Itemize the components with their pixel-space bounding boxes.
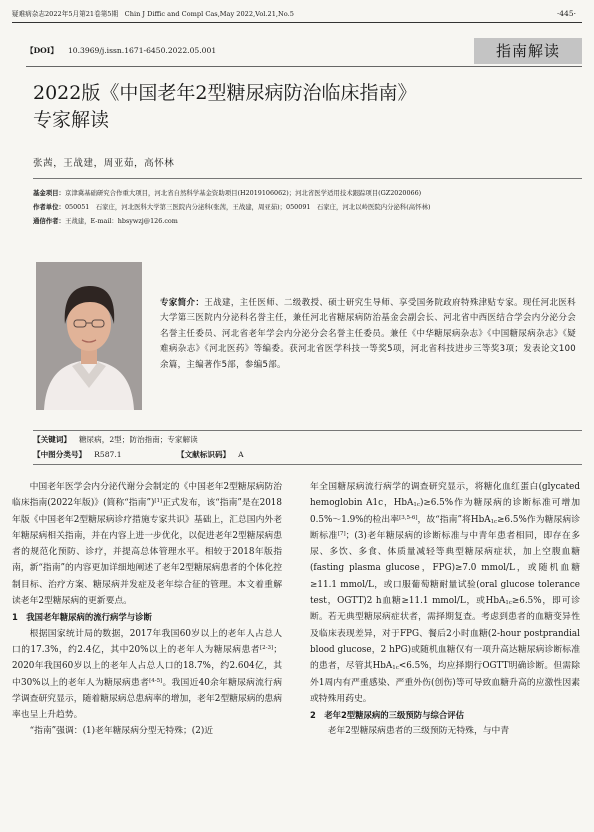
title-line-1: 2022版《中国老年2型糖尿病防治临床指南》 bbox=[33, 82, 417, 104]
author-bio bbox=[160, 296, 576, 373]
classification-value: R587.1 bbox=[94, 450, 122, 459]
bio-text: 王战建，主任医师、二级教授、硕士研究生导师、享受国务院政府特殊津贴专家。现任河北医科大学第三医院内分泌科名誉主任，兼任河北省糖尿病防治基金会副会长、河北省中西医结合学会内分泌分会名誉主任委员、河北省老年学会内分泌分会名誉主任委员。兼任《中华糖尿病杂志》《中国糖尿病杂志》《疑难病杂志》《河北医药》等编委。获河北省医学科技一等奖5项，河北省科技进步三等奖3项；发表论文100余篇，主编著作5部，参编5部。 bbox=[160, 298, 576, 370]
author-rule bbox=[33, 178, 582, 179]
doi-row bbox=[26, 44, 216, 58]
doi-rule bbox=[26, 66, 582, 67]
contact-text[interactable]: 王战建，E-mail：hbsywzj@126.com bbox=[64, 217, 178, 225]
doi-label: 【DOI】 bbox=[26, 46, 58, 55]
funding-line bbox=[33, 188, 582, 199]
affiliation-text: 050051 石家庄，河北医科大学第三医院内分泌科(张茜，王战建，周亚茹)；050091 石家庄，河北以岭医院内分泌科(高怀林) bbox=[64, 203, 431, 211]
keywords-rule-top bbox=[33, 430, 582, 431]
section-heading-2: 2 老年2型糖尿病的三级预防与综合评估 bbox=[310, 710, 465, 721]
classification-label: 【中图分类号】 bbox=[33, 450, 87, 459]
paragraph-epidemiology: 根据国家统计局的数据，2017年我国60岁以上的老年人占总人口的17.3%，约2.4亿，其中20%以上的老年人为糖尿病患者[2-3]；2020年我国60岁以上的老年人占总人口的18.7%，约2.604亿，其中30%以上的老年人为糖尿病患者[4-5]。我国近40余年糖尿病流行病学调查研究显示，随着糖尿病总患病率的增加，老年2型糖尿病的患病率也呈上升趋势。 bbox=[12, 628, 282, 721]
page-number: ·445· bbox=[556, 9, 576, 18]
column-badge: 指南解读 bbox=[474, 38, 582, 64]
body-column-right bbox=[310, 479, 580, 740]
doc-id-value: A bbox=[238, 450, 244, 459]
funding-label: 基金项目： bbox=[33, 189, 65, 197]
article-title bbox=[33, 80, 533, 134]
paragraph-diagnosis: 年全国糖尿病流行病学的调查研究显示，将糖化血红蛋白(glycated hemoglobin A1c，HbA$_{1c}$)≥6.5%作为糖尿病的诊断标准可增加0.5%～1.9%的检出率[3,5-6]，故“指南”将HbA$_{1c}$≥6.5%作为糖尿病诊断标准[7]；(3)老年糖尿病的诊断标准与中青年患者相同，即存在多尿、多饮、多食、体质量减轻等典型糖尿病症状，加上空腹血糖(fasting plasma glucose，FPG)≥7.0 mmol/L，或随机血糖≥11.1 mmol/L，或口服葡萄糖耐量试验(oral glucose tolerance test，OGTT)2 h血糖≥11.1 mmol/L，或HbA$_{1c}$≥6.5%，即可诊断。若无典型糖尿病症状者，需择期复查。考虑到患者的血糖变异性及临床表现差异，对于FPG、餐后2小时血糖(2-hour postprandial blood glucose，2 hPG)或随机血糖仅有一项升高达糖尿病诊断标准的患者，尽管其HbA$_{1c}$<6.5%，均应择期行OGTT明确诊断。但需除外1周内有严重感染、严重外伤(创伤)等可导致血糖升高的应激性因素或特殊用药史。 bbox=[310, 482, 581, 704]
author-photo bbox=[36, 262, 142, 410]
running-head-text: 疑难病杂志2022年5月第21卷第5期 Chin J Diffic and Compl Cas,May 2022,Vol.21,No.5 bbox=[12, 10, 294, 18]
header-rule bbox=[12, 22, 582, 23]
author-list: 张茜，王战建，周亚茹，高怀林 bbox=[33, 158, 175, 169]
keywords-rule-bottom bbox=[33, 464, 582, 465]
author-portrait-icon bbox=[36, 262, 142, 410]
body-column-left bbox=[12, 479, 282, 740]
keywords-value: 糖尿病，2型；防治指南；专家解读 bbox=[78, 435, 198, 444]
bio-label: 专家简介： bbox=[160, 298, 205, 308]
doc-id-label: 【文献标识码】 bbox=[177, 450, 231, 459]
classification-row bbox=[33, 448, 582, 461]
keywords-row bbox=[33, 433, 198, 446]
paragraph-prevention: 老年2型糖尿病患者的三级预防无特殊，与中青 bbox=[327, 726, 510, 737]
funding-text: 京津冀基础研究合作重大项目，河北省自然科学基金资助项目(H2019106062)；河北省医学适用技术跟踪项目(GZ2020066) bbox=[64, 189, 422, 197]
affiliation-line bbox=[33, 202, 582, 213]
paragraph-guideline-emphasis: “指南”强调：(1)老年糖尿病分型无特殊；(2)近 bbox=[29, 726, 214, 737]
contact-label: 通信作者： bbox=[33, 217, 65, 225]
doi-value[interactable]: 10.3969/j.issn.1671-6450.2022.05.001 bbox=[67, 46, 217, 55]
section-heading-1: 1 我国老年糖尿病的流行病学与诊断 bbox=[12, 612, 152, 623]
title-line-2: 专家解读 bbox=[33, 109, 110, 131]
running-head bbox=[12, 8, 582, 20]
contact-line bbox=[33, 216, 582, 227]
paragraph-intro: 中国老年医学会内分泌代谢分会制定的《中国老年2型糖尿病防治临床指南(2022年版)》(简称“指南”)[1]正式发布，该“指南”是在2018年版《中国老年2型糖尿病诊疗措施专家共识》基础上，汇总国内外老年糖尿病相关指南，并在内容上进一步优化，以促进老年2型糖尿病患者的规范化预防、诊疗，并提高总体管理水平。相较于2018年版指南，新“指南”的内容更加详细地阐述了老年2型糖尿病患者的个体化控制目标、治疗方案、糖尿病并发症及老年综合征的管理。本文着重解读老年2型糖尿病的更新要点。 bbox=[12, 482, 282, 607]
keywords-label: 【关键词】 bbox=[33, 435, 71, 444]
doc-id bbox=[177, 448, 244, 461]
affiliation-label: 作者单位： bbox=[33, 203, 65, 211]
